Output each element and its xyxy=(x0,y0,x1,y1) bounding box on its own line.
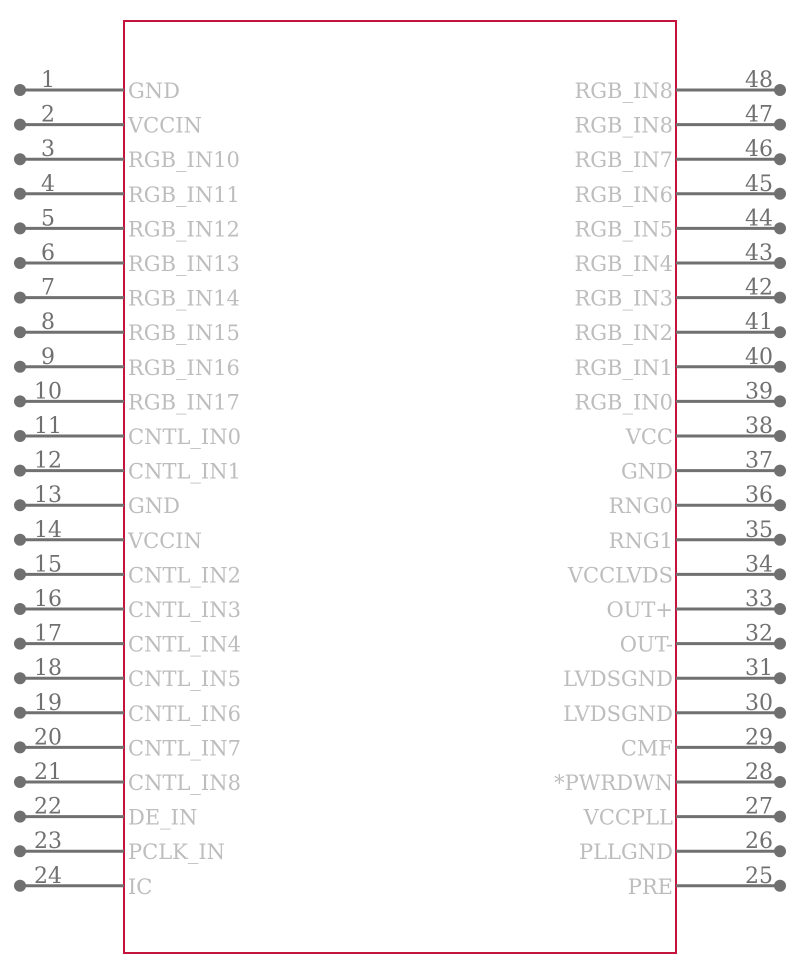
pin-12 xyxy=(14,449,241,484)
pin-39 xyxy=(574,379,786,414)
pin-endpoint-dot xyxy=(14,568,26,580)
pin-number: 38 xyxy=(745,414,773,439)
pin-name: RGB_IN8 xyxy=(574,79,673,103)
pin-endpoint-dot xyxy=(774,361,786,373)
pin-27 xyxy=(583,795,786,830)
pin-name: CMF xyxy=(620,736,673,761)
pin-endpoint-dot xyxy=(14,465,26,477)
pin-name: CNTL_IN3 xyxy=(128,598,241,622)
pin-endpoint-dot xyxy=(14,880,26,892)
pin-endpoint-dot xyxy=(14,188,26,200)
pin-name: CNTL_IN5 xyxy=(128,667,241,692)
pin-number: 9 xyxy=(41,344,55,370)
pin-endpoint-dot xyxy=(774,707,786,719)
pin-21 xyxy=(14,760,241,795)
pin-endpoint-dot xyxy=(14,534,26,546)
pin-endpoint-dot xyxy=(774,326,786,338)
pin-name: CNTL_IN0 xyxy=(128,425,241,449)
pin-30 xyxy=(563,691,786,726)
pin-number: 1 xyxy=(41,68,55,93)
pin-number: 35 xyxy=(745,517,773,543)
pin-number: 32 xyxy=(745,621,773,647)
pin-20 xyxy=(14,725,241,760)
pin-endpoint-dot xyxy=(14,326,26,338)
pin-name: LVDSGND xyxy=(563,701,673,726)
pin-name: OUT- xyxy=(619,632,673,657)
pin-number: 4 xyxy=(41,171,55,197)
pin-name: RGB_IN1 xyxy=(574,355,673,380)
pin-number: 39 xyxy=(745,379,773,405)
pin-name: PRE xyxy=(627,874,673,899)
pin-number: 24 xyxy=(34,863,62,889)
pin-name: GND xyxy=(128,494,180,519)
pin-name: RGB_IN3 xyxy=(574,286,673,311)
pin-35 xyxy=(609,518,786,553)
pin-5 xyxy=(14,206,240,241)
pin-name: RGB_IN17 xyxy=(128,390,240,415)
pin-name: OUT+ xyxy=(606,598,673,622)
pin-6 xyxy=(14,241,240,276)
pin-endpoint-dot xyxy=(774,741,786,753)
pin-endpoint-dot xyxy=(14,638,26,650)
pin-name: RGB_IN16 xyxy=(128,355,240,380)
pin-name: PCLK_IN xyxy=(128,840,226,865)
pin-endpoint-dot xyxy=(14,222,26,234)
pin-endpoint-dot xyxy=(14,292,26,304)
pin-number: 48 xyxy=(745,68,773,93)
pin-14 xyxy=(14,518,202,553)
pin-number: 5 xyxy=(41,206,55,232)
pin-7 xyxy=(14,276,240,311)
pin-13 xyxy=(14,483,180,518)
pin-number: 17 xyxy=(34,621,62,647)
pin-name: RGB_IN0 xyxy=(574,390,673,415)
pin-name: RGB_IN15 xyxy=(128,321,240,346)
pin-number: 44 xyxy=(745,206,773,232)
pin-name: RGB_IN2 xyxy=(574,321,673,346)
pin-number: 30 xyxy=(745,690,773,716)
pin-endpoint-dot xyxy=(774,568,786,580)
pin-31 xyxy=(563,656,786,691)
pin-8 xyxy=(14,310,240,345)
pin-3 xyxy=(14,137,240,172)
pin-endpoint-dot xyxy=(14,707,26,719)
pin-name: RNG0 xyxy=(608,494,673,519)
pin-33 xyxy=(606,587,786,622)
pin-41 xyxy=(574,310,786,345)
pin-endpoint-dot xyxy=(774,257,786,269)
pin-endpoint-dot xyxy=(14,845,26,857)
pin-number: 43 xyxy=(745,241,773,266)
pin-endpoint-dot xyxy=(774,499,786,511)
pin-25 xyxy=(628,864,786,899)
pin-45 xyxy=(574,172,786,207)
pin-name: GND xyxy=(621,459,673,484)
pin-2 xyxy=(14,103,202,138)
pin-name: DE_IN xyxy=(128,805,198,830)
pin-endpoint-dot xyxy=(774,84,786,96)
pin-endpoint-dot xyxy=(774,395,786,407)
pin-number: 46 xyxy=(745,137,773,163)
pin-name: IC xyxy=(128,874,153,899)
pin-number: 19 xyxy=(34,690,62,716)
pin-number: 22 xyxy=(34,794,62,820)
pin-name: CNTL_IN8 xyxy=(128,771,241,795)
pin-number: 16 xyxy=(34,587,62,612)
pin-endpoint-dot xyxy=(774,292,786,304)
pin-number: 26 xyxy=(745,829,773,855)
pin-number: 7 xyxy=(41,275,55,301)
pin-name: RGB_IN11 xyxy=(128,182,240,207)
pin-endpoint-dot xyxy=(774,811,786,823)
pin-endpoint-dot xyxy=(14,741,26,753)
pin-name: VCCIN xyxy=(128,113,202,138)
pin-number: 6 xyxy=(41,241,55,266)
pin-23 xyxy=(14,829,225,864)
pin-name: RGB_IN14 xyxy=(128,286,240,311)
pin-endpoint-dot xyxy=(774,603,786,615)
pin-name: LVDSGND xyxy=(563,667,673,692)
pin-endpoint-dot xyxy=(14,672,26,684)
pin-19 xyxy=(14,691,241,726)
pin-22 xyxy=(14,795,197,830)
pin-endpoint-dot xyxy=(774,119,786,131)
pin-18 xyxy=(14,656,241,691)
pin-number: 14 xyxy=(34,517,62,543)
pin-endpoint-dot xyxy=(14,430,26,442)
pin-name: RNG1 xyxy=(608,528,673,553)
right-pin-group xyxy=(554,68,786,899)
pin-endpoint-dot xyxy=(14,603,26,615)
pin-endpoint-dot xyxy=(14,395,26,407)
pin-11 xyxy=(14,414,241,449)
pin-42 xyxy=(574,276,786,311)
pin-endpoint-dot xyxy=(14,84,26,96)
pin-endpoint-dot xyxy=(14,361,26,373)
pin-endpoint-dot xyxy=(774,776,786,788)
pin-46 xyxy=(574,137,786,172)
pin-16 xyxy=(14,587,241,622)
pin-endpoint-dot xyxy=(774,845,786,857)
pin-endpoint-dot xyxy=(774,672,786,684)
pin-number: 29 xyxy=(745,725,773,751)
pin-number: 28 xyxy=(745,760,773,785)
pin-endpoint-dot xyxy=(774,880,786,892)
pin-name: *PWRDWN xyxy=(554,771,673,795)
pin-name: CNTL_IN2 xyxy=(128,563,241,588)
pin-40 xyxy=(574,345,786,380)
pin-28 xyxy=(554,760,786,795)
pin-number: 13 xyxy=(34,483,62,509)
pin-endpoint-dot xyxy=(14,257,26,269)
pin-name: GND xyxy=(128,79,180,103)
pin-name: CNTL_IN6 xyxy=(128,701,241,726)
pin-name: RGB_IN10 xyxy=(128,148,240,173)
pin-number: 41 xyxy=(745,310,773,336)
pin-name: RGB_IN5 xyxy=(574,217,673,242)
pin-name: RGB_IN6 xyxy=(574,182,673,207)
pin-number: 36 xyxy=(745,483,773,509)
pin-number: 23 xyxy=(34,829,62,855)
pin-name: VCCPLL xyxy=(583,805,673,830)
pin-endpoint-dot xyxy=(774,153,786,165)
pin-name: CNTL_IN1 xyxy=(128,459,241,484)
pin-name: RGB_IN4 xyxy=(574,252,673,276)
pin-15 xyxy=(14,552,241,587)
pin-number: 2 xyxy=(41,102,55,128)
pin-number: 20 xyxy=(34,725,62,751)
pin-name: RGB_IN12 xyxy=(128,217,240,242)
pin-endpoint-dot xyxy=(14,153,26,165)
pin-10 xyxy=(14,379,240,414)
pin-43 xyxy=(574,241,786,276)
pin-number: 11 xyxy=(34,414,62,439)
pin-number: 34 xyxy=(745,552,773,578)
pin-29 xyxy=(621,725,786,760)
pin-9 xyxy=(14,345,240,380)
pin-endpoint-dot xyxy=(14,776,26,788)
pin-number: 10 xyxy=(34,379,62,405)
pin-name: PLLGND xyxy=(578,840,673,865)
pin-endpoint-dot xyxy=(774,638,786,650)
pin-number: 27 xyxy=(745,794,773,820)
pin-number: 37 xyxy=(745,448,773,474)
pin-number: 40 xyxy=(745,344,773,370)
pin-38 xyxy=(625,414,786,449)
pin-endpoint-dot xyxy=(14,811,26,823)
pin-name: CNTL_IN4 xyxy=(128,632,241,657)
pin-44 xyxy=(574,206,786,241)
pin-number: 15 xyxy=(34,552,62,578)
pin-name: CNTL_IN7 xyxy=(128,736,241,761)
pin-name: VCC xyxy=(625,425,673,449)
pin-endpoint-dot xyxy=(774,188,786,200)
pin-number: 47 xyxy=(745,102,773,128)
pin-endpoint-dot xyxy=(774,430,786,442)
left-pin-group xyxy=(14,68,241,899)
pin-name: VCCIN xyxy=(128,528,202,553)
pin-number: 42 xyxy=(745,275,773,301)
pin-number: 18 xyxy=(34,656,62,682)
pin-number: 21 xyxy=(34,760,62,785)
pin-37 xyxy=(621,449,786,484)
pin-36 xyxy=(609,483,786,518)
pin-number: 12 xyxy=(34,448,62,474)
pin-endpoint-dot xyxy=(774,534,786,546)
pin-number: 45 xyxy=(745,171,773,197)
pin-name: RGB_IN8 xyxy=(574,113,673,138)
pin-number: 31 xyxy=(745,656,773,682)
pin-26 xyxy=(579,829,786,864)
pin-number: 3 xyxy=(41,137,55,163)
pin-4 xyxy=(14,172,240,207)
pin-endpoint-dot xyxy=(14,499,26,511)
pin-endpoint-dot xyxy=(774,222,786,234)
pin-number: 33 xyxy=(745,587,773,612)
pin-1 xyxy=(14,68,180,103)
pin-name: RGB_IN7 xyxy=(574,148,673,173)
pin-endpoint-dot xyxy=(774,465,786,477)
pin-number: 8 xyxy=(41,310,55,336)
pin-48 xyxy=(574,68,786,103)
pin-32 xyxy=(620,622,786,657)
pin-number: 25 xyxy=(745,863,773,889)
pin-name: RGB_IN13 xyxy=(128,252,240,276)
pin-47 xyxy=(574,103,786,138)
pin-endpoint-dot xyxy=(14,119,26,131)
pin-17 xyxy=(14,622,241,657)
pin-24 xyxy=(14,864,152,899)
pin-name: VCCLVDS xyxy=(567,563,673,588)
